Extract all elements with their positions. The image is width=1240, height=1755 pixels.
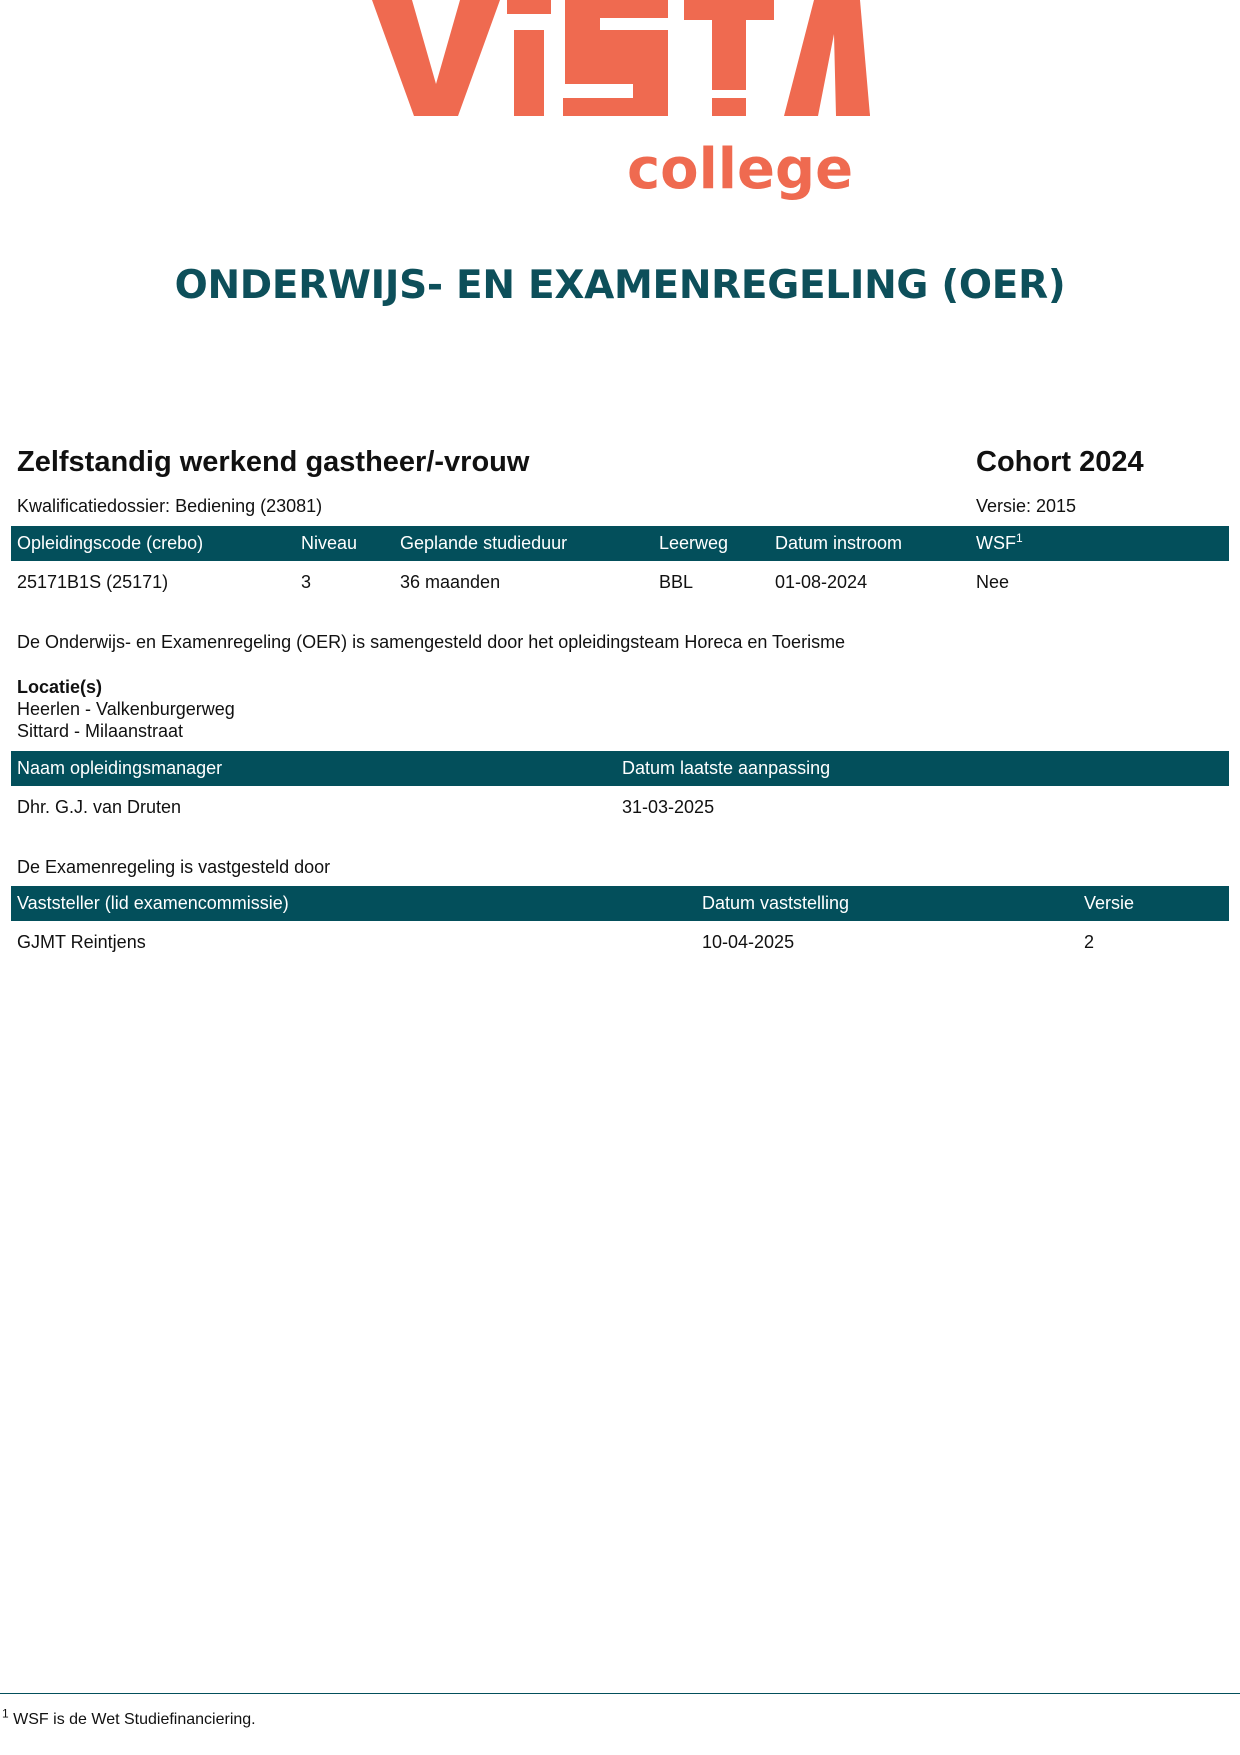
footnote-divider — [0, 1693, 1240, 1694]
qualification-dossier: Kwalificatiedossier: Bediening (23081) — [17, 496, 323, 516]
col-leerweg: Leerweg — [659, 533, 729, 553]
cell-leerweg: BBL — [659, 572, 694, 592]
col-datum-vaststelling: Datum vaststelling — [702, 893, 850, 913]
cell-wsf: Nee — [976, 572, 1010, 592]
col-versie: Versie — [1084, 893, 1135, 913]
cell-opleidingscode: 25171B1S (25171) — [17, 572, 169, 592]
document-title: ONDERWIJS- EN EXAMENREGELING (OER) — [174, 263, 1066, 308]
col-studieduur: Geplande studieduur — [400, 533, 568, 553]
cell-laatste-aanpassing: 31-03-2025 — [622, 797, 715, 817]
cell-opleidingsmanager: Dhr. G.J. van Druten — [17, 797, 182, 817]
locations-label: Locatie(s) — [17, 677, 103, 697]
manager-table-header — [11, 751, 1229, 786]
logo-college-text: college — [626, 137, 854, 202]
program-table-header — [11, 526, 1229, 561]
vista-college-logo — [0, 0, 1240, 220]
col-vaststeller: Vaststeller (lid examencommissie) — [17, 893, 289, 913]
col-opleidingscode: Opleidingscode (crebo) — [17, 533, 204, 553]
cell-versie: 2 — [1084, 932, 1095, 952]
cell-studieduur: 36 maanden — [400, 572, 501, 592]
composed-by-text: De Onderwijs- en Examenregeling (OER) is samengesteld door het opleidingsteam Horeca en Toerisme — [17, 632, 846, 652]
established-by-text: De Examenregeling is vastgesteld door — [17, 857, 331, 877]
cohort-label: Cohort 2024 — [976, 446, 1144, 478]
cell-vaststeller: GJMT Reintjens — [17, 932, 146, 952]
establishment-table-header — [11, 886, 1229, 921]
dossier-version: Versie: 2015 — [976, 496, 1077, 516]
location-item: Heerlen - Valkenburgerweg — [17, 699, 235, 719]
location-item: Sittard - Milaanstraat — [17, 721, 184, 741]
program-name: Zelfstandig werkend gastheer/-vrouw — [17, 446, 530, 478]
col-datum-instroom: Datum instroom — [775, 533, 903, 553]
col-wsf: WSF$^1$ — [976, 531, 1023, 553]
col-laatste-aanpassing: Datum laatste aanpassing — [622, 758, 831, 778]
cell-datum-vaststelling: 10-04-2025 — [702, 932, 795, 952]
col-niveau: Niveau — [301, 533, 358, 553]
col-opleidingsmanager: Naam opleidingsmanager — [17, 758, 223, 778]
cell-datum-instroom: 01-08-2024 — [775, 572, 868, 592]
cell-niveau: 3 — [301, 572, 312, 592]
footnote: $^1$ WSF is de Wet Studiefinanciering. — [2, 1706, 256, 1728]
